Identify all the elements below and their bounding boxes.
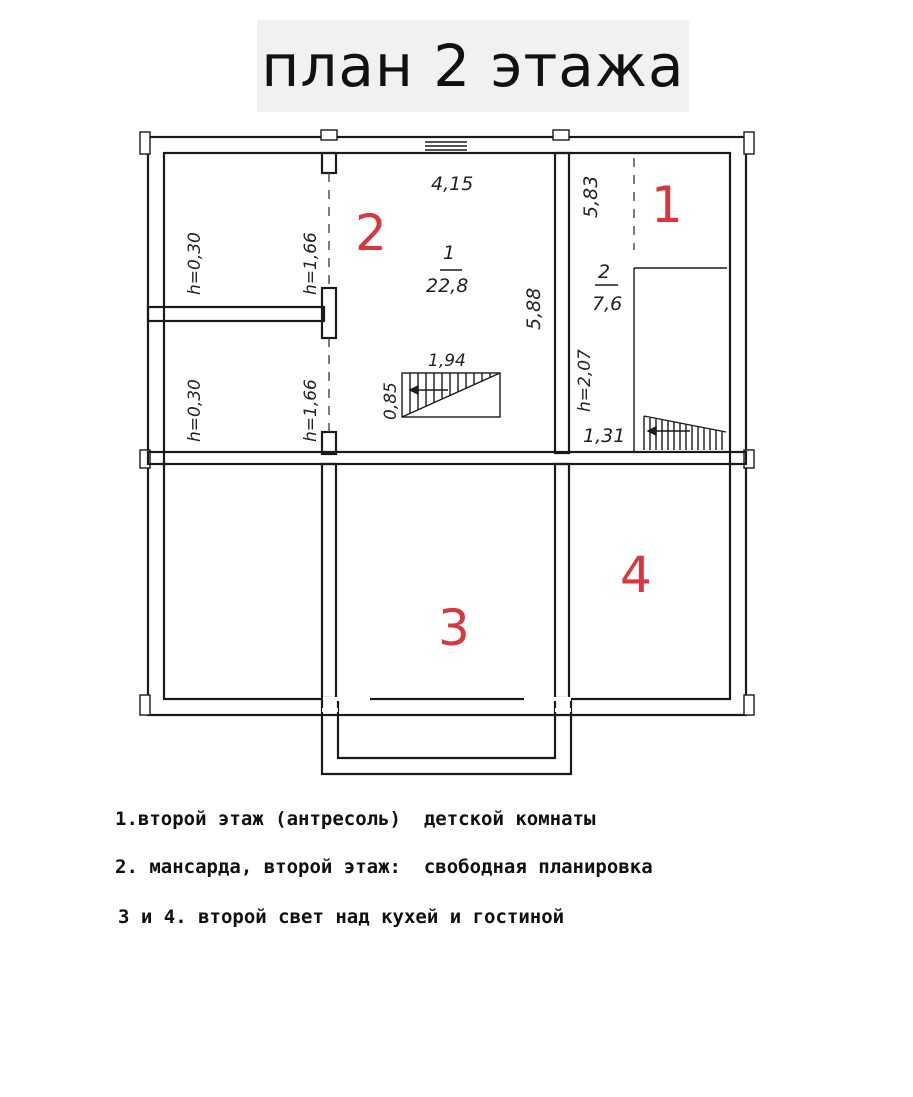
dim-h-mid-top: h=1,66	[301, 232, 321, 295]
area2-number: 2	[598, 261, 611, 283]
dim-h-left-top: h=0,30	[185, 232, 205, 295]
dim-stair-width: 1,94	[428, 351, 466, 371]
left-rooms-divider	[148, 307, 324, 321]
dim-stair-height: 0,85	[381, 382, 401, 420]
note-1: 1.второй этаж (антресоль) детской комнаты	[115, 808, 596, 830]
bottom-right-wall	[555, 464, 569, 698]
room-label-4: 4	[620, 546, 652, 604]
right-partition	[555, 153, 569, 453]
mid-wall	[148, 452, 746, 464]
dim-h-mid-bot: h=1,66	[301, 379, 321, 442]
room3-extension	[322, 699, 571, 774]
left-partition	[322, 153, 336, 454]
dim-height-right: 5,88	[523, 287, 545, 330]
page-title: план 2 этажа	[261, 32, 685, 100]
dim-height-r1: 5,83	[580, 175, 602, 218]
note-2: 2. мансарда, второй этаж: свободная планировка	[115, 856, 653, 878]
room-label-3: 3	[438, 599, 470, 657]
note-3: 3 и 4. второй свет над кухей и гостиной	[118, 906, 565, 928]
area1-value: 22,8	[426, 275, 469, 297]
dim-h-r1: h=2,07	[575, 349, 595, 412]
dim-top-width: 4,15	[431, 173, 474, 195]
room-label-1: 1	[651, 176, 683, 234]
dim-stair2-width: 1,31	[583, 425, 626, 447]
staircase-2	[644, 416, 726, 450]
window	[425, 142, 467, 150]
staircase-1	[402, 373, 500, 417]
area2-value: 7,6	[592, 293, 623, 315]
dim-h-left-bot: h=0,30	[185, 379, 205, 442]
area1-number: 1	[443, 242, 456, 264]
room-label-2: 2	[355, 204, 387, 262]
bottom-left-wall	[322, 464, 336, 698]
